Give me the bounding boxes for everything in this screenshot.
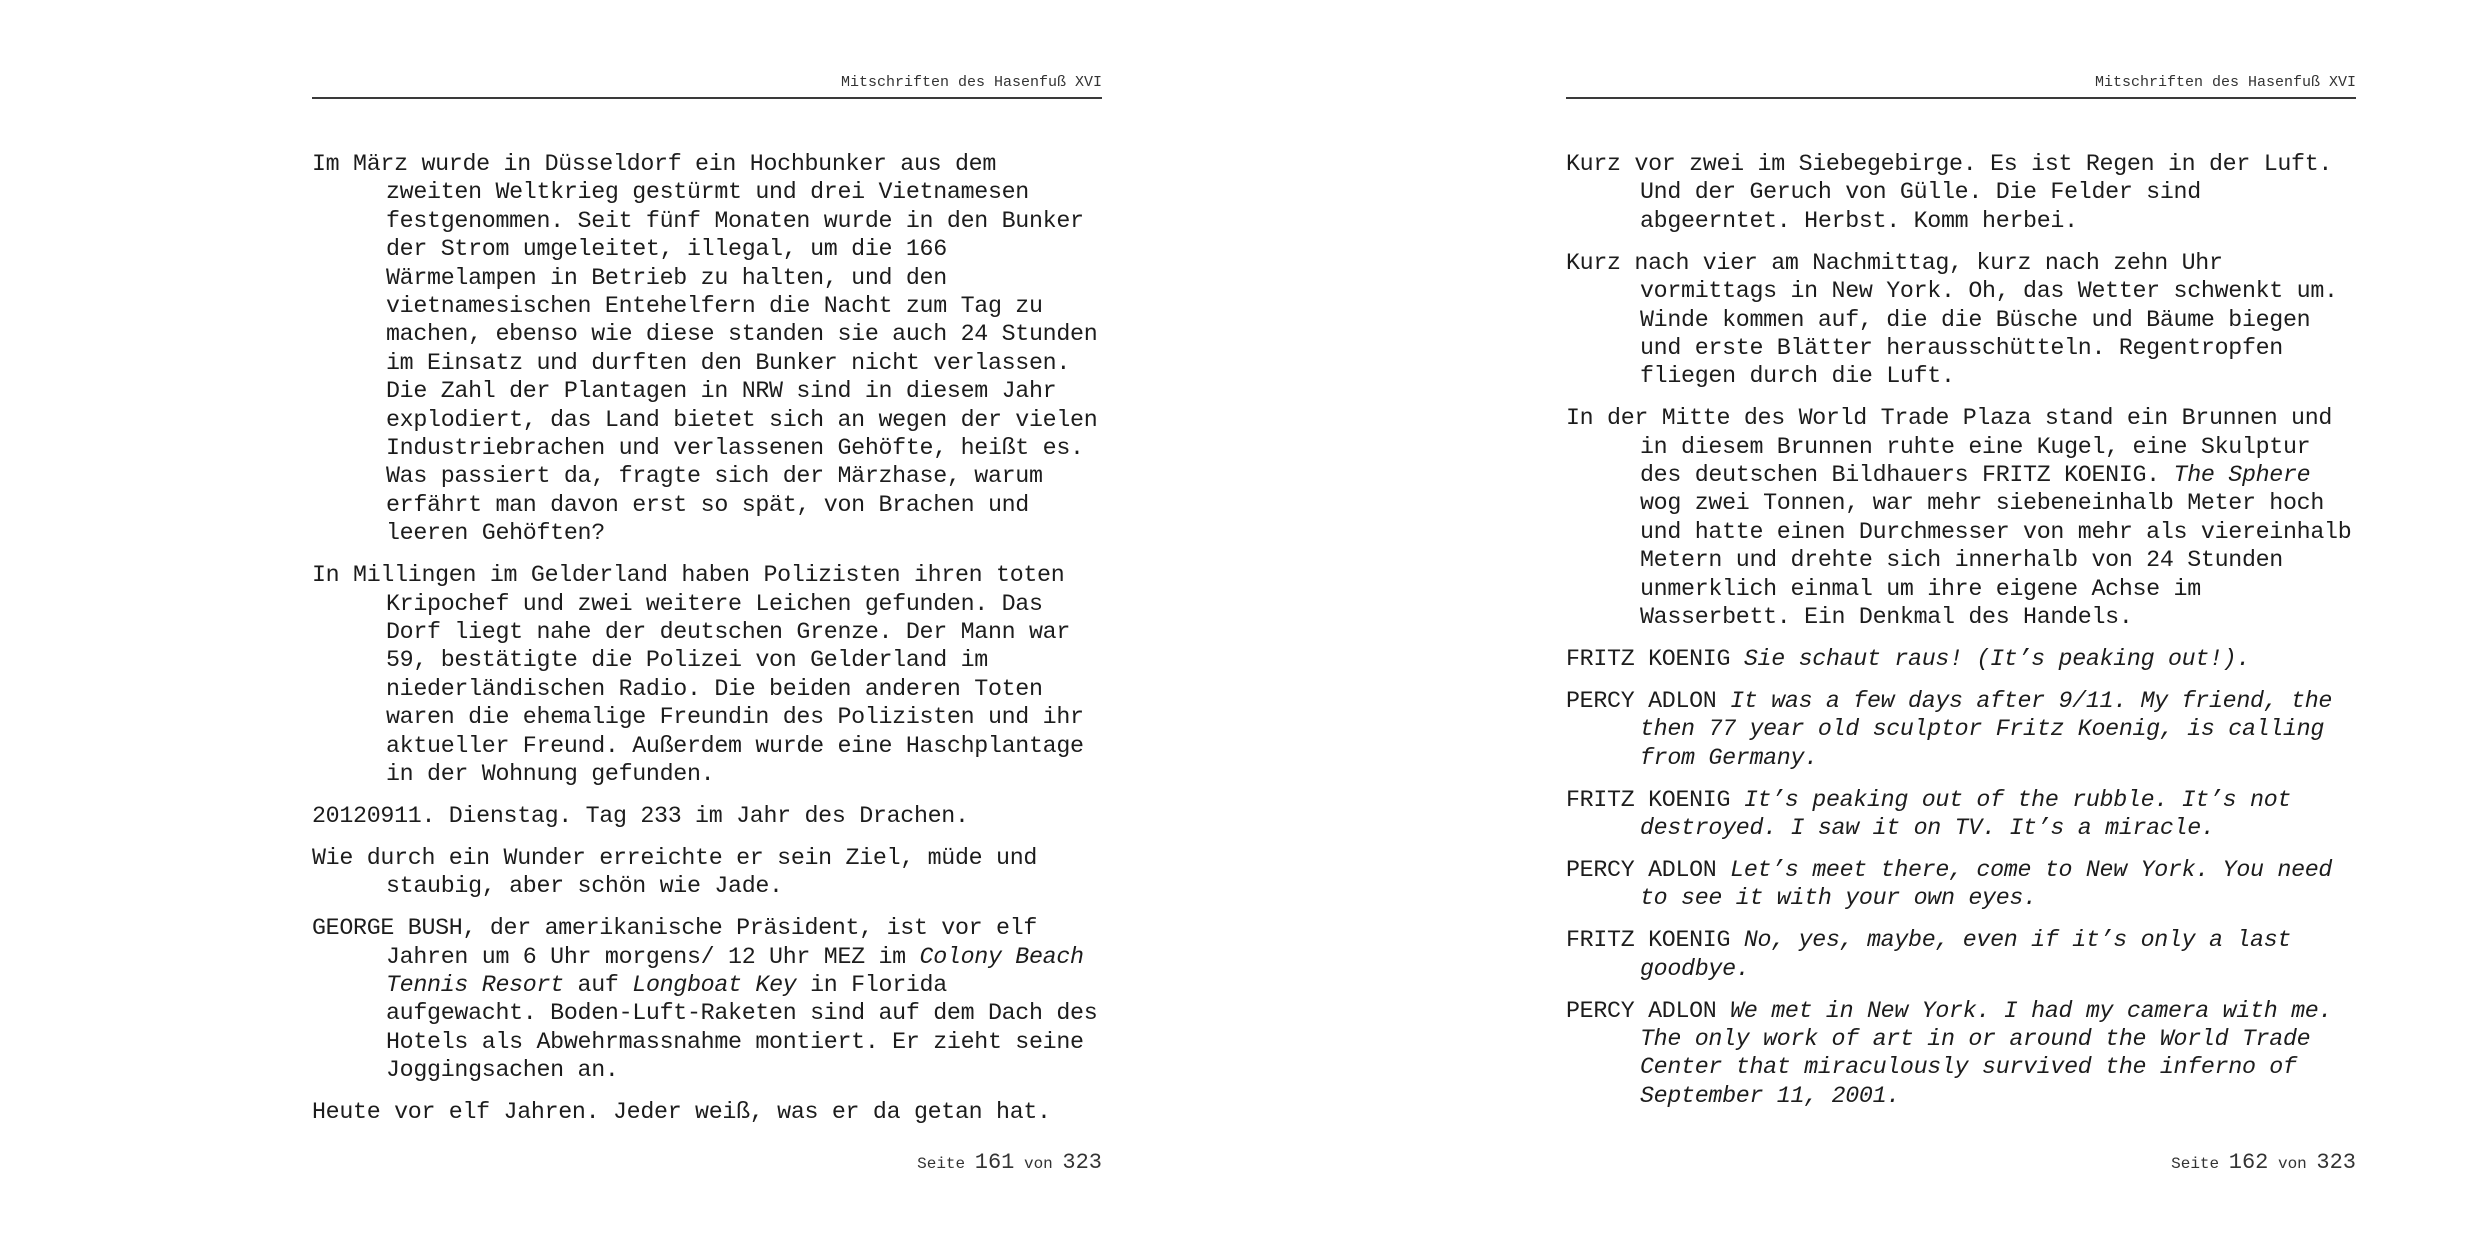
paragraph — [1566, 404, 2356, 631]
text-segment: auf — [563, 971, 633, 998]
italic-text: We met in New York. I had my camera with me. The only work of art in or around the World Trade Center that miraculously survived the inferno of September 11, 2001. — [1640, 997, 2333, 1109]
paragraph — [312, 561, 1102, 788]
text-segment: wog zwei Tonnen, war mehr siebeneinhalb Meter hoch und hatte einen Durchmesser von mehr als viereinhalb Metern und drehte sich innerhalb von 24 Stunden unmerklich einmal um ihre eigene Achse im Wasserbett. Ein Denkmal des Handels. — [1640, 490, 2352, 631]
text-segment: PERCY ADLON — [1566, 997, 1731, 1024]
paragraph — [1566, 249, 2356, 391]
text-segment: Heute vor elf Jahren. Jeder weiß, was er da getan hat. — [312, 1099, 1051, 1126]
paragraph — [312, 1098, 1102, 1126]
running-header: Mitschriften des Hasenfuß XVI — [312, 74, 1102, 99]
paragraph — [312, 914, 1102, 1084]
text-segment: in Florida aufgewacht. Boden-Luft-Raketen sind auf dem Dach des Hotels als Abwehrmassnahme montiert. Er zieht seine Joggingsachen an. — [386, 971, 1098, 1084]
italic-text: Let’s meet there, come to New York. You need to see it with your own eyes. — [1640, 856, 2333, 912]
paragraph — [1566, 997, 2356, 1111]
text-segment: In Millingen im Gelderland haben Polizisten ihren toten Kripochef und zwei weitere Leichen gefunden. Das Dorf liegt nahe der deutschen Grenze. Der Mann war 59, bestätigte die Polizei von Gelderland im niederländischen Radio. Die beiden anderen Toten waren die ehemalige Freundin des Polizisten und ihr aktueller Freund. Außerdem wurde eine Haschplantage in der Wohnung gefunden. — [312, 562, 1084, 788]
paragraph — [1566, 687, 2356, 772]
text-segment: FRITZ KOENIG — [1566, 646, 1744, 672]
paragraph — [312, 802, 1102, 830]
footer-von-label: von — [1023, 1155, 1053, 1173]
italic-text: No, yes, maybe, even if it’s only a last goodbye. — [1640, 927, 2292, 982]
page-number: 162 — [2228, 1150, 2269, 1175]
paragraph — [1566, 150, 2356, 235]
footer-seite-label: Seite — [917, 1155, 966, 1173]
page-footer — [1566, 1150, 2356, 1175]
italic-text: Longboat Key — [632, 971, 797, 998]
italic-text: Colony Beach Tennis Resort — [386, 943, 1084, 998]
page-total: 323 — [1062, 1150, 1102, 1175]
text-segment: FRITZ KOENIG — [1566, 786, 1744, 813]
text-segment: In der Mitte des World Trade Plaza stand ein Brunnen und in diesem Brunnen ruhte eine Kugel, eine Skulptur des deutschen Bildhauers FRITZ KOENIG. — [1566, 405, 2333, 489]
paragraph — [1566, 786, 2356, 843]
body-text — [1566, 150, 2356, 1124]
text-segment: FRITZ KOENIG — [1566, 927, 1744, 954]
text-segment: Kurz vor zwei im Siebegebirge. Es ist Regen in der Luft. Und der Geruch von Gülle. Die Felder sind abgeerntet. Herbst. Komm herbei. — [1566, 151, 2333, 234]
footer-seite-label: Seite — [2171, 1155, 2220, 1173]
text-segment: Wie durch ein Wunder erreichte er sein Ziel, müde und staubig, aber schön wie Jade. — [312, 844, 1038, 900]
text-segment: Kurz nach vier am Nachmittag, kurz nach zehn Uhr vormittags in New York. Oh, das Wetter schwenkt um. Winde kommen auf, die die Büsche und Bäume biegen und erste Blätter herausschütteln. Regentropfen fliegen durch die Luft. — [1566, 249, 2338, 390]
text-segment: PERCY ADLON — [1566, 687, 1731, 714]
page-total: 323 — [2316, 1150, 2356, 1175]
paragraph — [312, 150, 1102, 548]
right-page — [1566, 0, 2356, 1240]
paragraph — [1566, 926, 2356, 983]
italic-text: It was a few days after 9/11. My friend, the then 77 year old sculptor Fritz Koenig, is calling from Germany. — [1640, 687, 2333, 771]
italic-text: The Sphere — [2173, 462, 2311, 489]
text-segment: PERCY ADLON — [1566, 856, 1731, 883]
paragraph — [1566, 645, 2356, 673]
text-segment: Im März wurde in Düsseldorf ein Hochbunker aus dem zweiten Weltkrieg gestürmt und drei Vietnamesen festgenommen. Seit fünf Monaten wurde in den Bunker der Strom umgeleitet, illegal, um die 166 Wärmelampen in Betrieb zu halten, und den vietnamesischen Entehelfern die Nacht zum Tag zu machen, ebenso wie diese standen sie auch 24 Stunden im Einsatz und durften den Bunker nicht verlassen. Die Zahl der Plantagen in NRW sind in diesem Jahr explodiert, das Land bietet sich an wegen der vielen Industriebrachen und verlassenen Gehöfte, heißt es. Was passiert da, fragte sich der Märzhase, warum erfährt man davon erst so spät, von Brachen und leeren Gehöften? — [312, 151, 1098, 547]
italic-text: Sie schaut raus! (It’s peaking out!). — [1743, 646, 2251, 672]
italic-text: It’s peaking out of the rubble. It’s not destroyed. I saw it on TV. It’s a miracle. — [1640, 786, 2292, 842]
left-page — [312, 0, 1102, 1240]
page-footer — [312, 1150, 1102, 1175]
footer-von-label: von — [2277, 1155, 2307, 1173]
page-number: 161 — [974, 1150, 1015, 1175]
text-segment: GEORGE BUSH, der amerikanische Präsident, ist vor elf Jahren um 6 Uhr morgens/ 12 Uhr MEZ im — [312, 915, 1038, 970]
paragraph — [1566, 856, 2356, 913]
text-segment: 20120911. Dienstag. Tag 233 im Jahr des Drachen. — [312, 802, 969, 829]
paragraph — [312, 844, 1102, 901]
body-text — [312, 150, 1102, 1140]
running-header: Mitschriften des Hasenfuß XVI — [1566, 74, 2356, 99]
